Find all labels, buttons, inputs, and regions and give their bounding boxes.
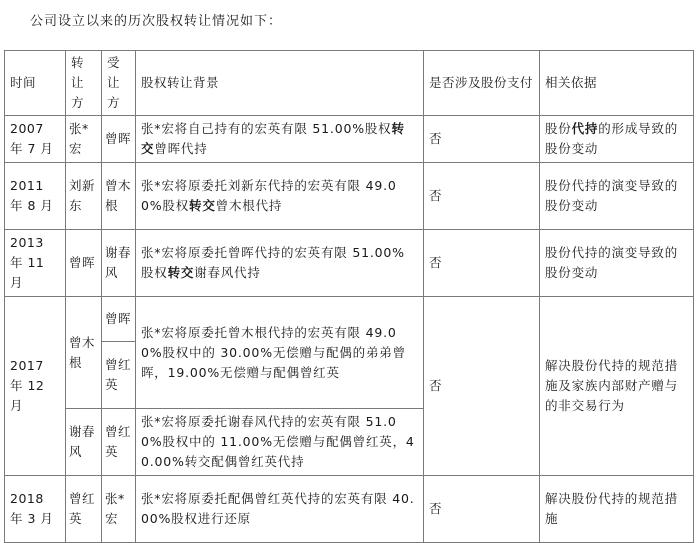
background-bold-text: 转交 [141,121,405,156]
header-basis: 相关依据 [540,51,694,116]
cell-basis: 股份代持的演变导致的股份变动 [540,230,694,297]
cell-transferor: 刘新东 [66,163,102,230]
cell-transferee: 曾晖 [102,116,136,163]
cell-transferor: 曾红英 [66,476,102,543]
header-share-payment: 是否涉及股份支付 [424,51,540,116]
cell-transferee: 曾木根 [102,163,136,230]
cell-transferor: 曾晖 [66,230,102,297]
background-text: 张*宏将原委托刘新东代持的宏英有限 49.00%股权 [141,178,397,213]
cell-background [136,163,424,230]
cell-basis: 解决股份代持的规范措施 [540,476,694,543]
cell-time: 2018 年 3 月 [5,476,66,543]
cell-background: 张*宏将原委托配偶曾红英代持的宏英有限 40.00%股权进行还原 [136,476,424,543]
cell-background [136,116,424,163]
cell-transferee: 曾晖 [102,297,136,342]
cell-transferor: 张*宏 [66,116,102,163]
table-row [5,297,694,342]
cell-share-payment: 否 [424,163,540,230]
cell-basis: 股份代持的演变导致的股份变动 [540,163,694,230]
cell-transferor: 曾木根 [66,297,102,409]
cell-transferor: 谢春风 [66,409,102,476]
cell-basis: 解决股份代持的规范措施及家族内部财产赠与的非交易行为 [540,297,694,476]
basis-bold-text: 代持 [571,121,599,136]
cell-share-payment: 否 [424,116,540,163]
cell-time: 2007 年 7 月 [5,116,66,163]
cell-share-payment: 否 [424,297,540,476]
cell-share-payment: 否 [424,476,540,543]
header-transferee: 受让方 [102,51,136,116]
table-row [5,116,694,163]
background-bold-text: 转交 [189,198,216,213]
table-row [5,230,694,297]
basis-text: 股份 [545,121,572,136]
header-time: 时间 [5,51,66,116]
table-header-row [5,51,694,116]
cell-share-payment: 否 [424,230,540,297]
intro-text: 公司设立以来的历次股权转让情况如下： [30,14,283,29]
cell-transferee: 张*宏 [102,476,136,543]
cell-transferee: 谢春风 [102,230,136,297]
basis-text-end: 的形成导致的股份变动 [545,121,679,156]
cell-transferee: 曾红英 [102,409,136,476]
background-text-end: 曾晖代持 [154,141,208,156]
cell-background: 张*宏将原委托曾木根代持的宏英有限 49.00%股权中的 30.00%无偿赠与配偶的弟弟曾晖，19.00%无偿赠与配偶曾红英 [136,297,424,409]
table-row [5,163,694,230]
header-background: 股权转让背景 [136,51,424,116]
cell-basis [540,116,694,163]
cell-time: 2013 年 11 月 [5,230,66,297]
background-text: 张*宏将原委托曾晖代持的宏英有限 51.00%股权 [141,245,405,280]
background-bold-text: 转交 [167,265,195,280]
background-text-end: 谢春风代持 [194,265,261,280]
cell-time: 2017 年 12 月 [5,297,66,476]
equity-transfer-table [4,50,694,543]
cell-time: 2011 年 8 月 [5,163,66,230]
cell-background [136,230,424,297]
cell-background: 张*宏将原委托谢春风代持的宏英有限 51.00%股权中的 11.00%无偿赠与配偶曾红英，40.00%转交配偶曾红英代持 [136,409,424,476]
cell-transferee: 曾红英 [102,342,136,409]
background-text: 张*宏将自己持有的宏英有限 51.00%股权 [141,121,392,136]
table-row [5,476,694,543]
background-text-end: 曾木根代持 [215,198,283,213]
header-transferor: 转让方 [66,51,102,116]
